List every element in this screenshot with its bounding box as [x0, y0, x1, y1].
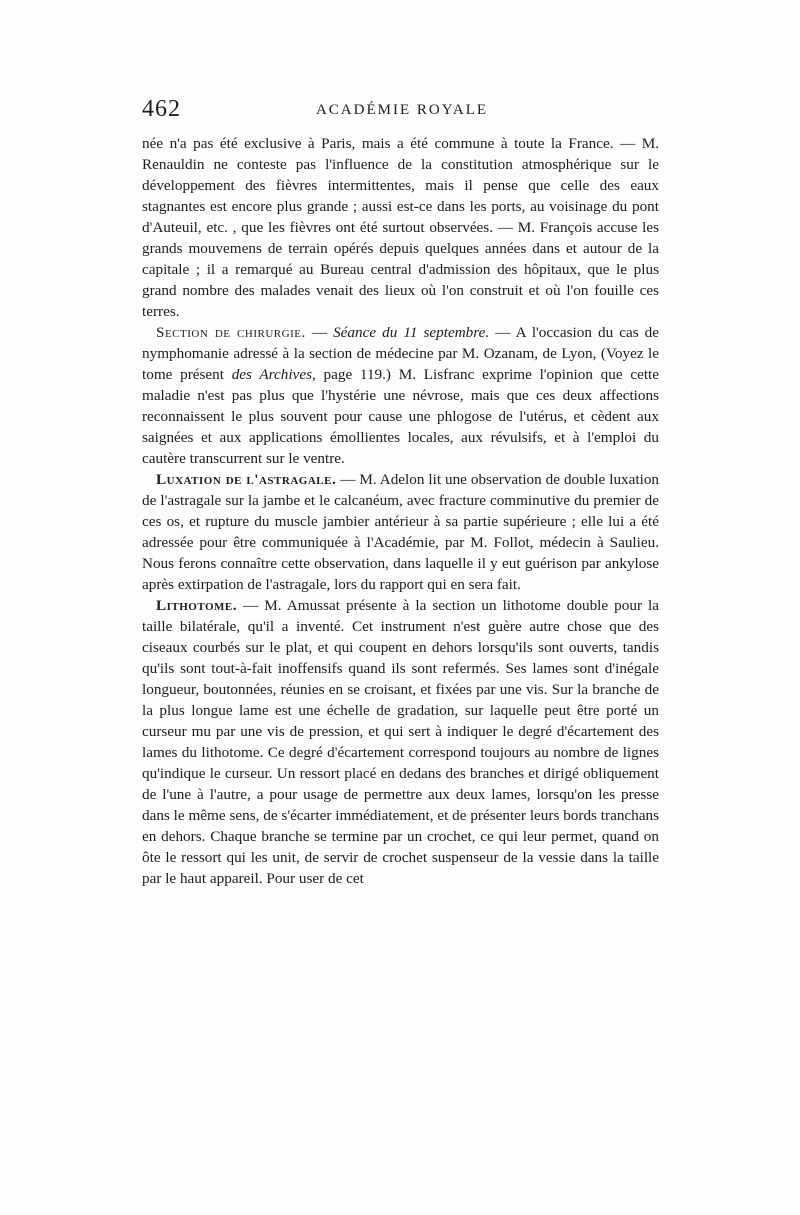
- paragraph-text: —: [305, 324, 334, 341]
- page-header: [142, 96, 662, 126]
- page-number: 462: [142, 96, 181, 122]
- section-heading: Section de chirurgie.: [156, 324, 306, 341]
- journal-title: des Archives: [231, 366, 312, 383]
- paragraph-text: — A l'occasion du cas de nymphomanie adressé à la section de médecine par M. Ozanam, de Lyon, (Voyez le tome présent: [142, 324, 660, 383]
- paragraph-text: — M. Adelon lit une observation de double luxation de l'astragale sur la jambe et le calcanéum, avec fracture comminutive du premier de ces os, et rupture du muscle jambier antérieur à sa partie supérieure ; elle lui a été adressée pour être communiquée à l'Académie, par M. Follot, médecin à Saulieu. Nous ferons connaître cette observation, dans laquelle il y eut guérison par ankylose après extirpation de l'astragale, lors du rapport qui en sera fait.: [142, 471, 660, 593]
- paragraph-text: , page 119.) M. Lisfranc exprime l'opinion que cette maladie n'est pas plus que l'hystérie une névrose, mais que ces deux affections reconnaissent le plus souvent pour cause une phlogose de l'utérus, et cèdent aux saignées et aux applications émollientes locales, aux révulsifs, et à l'emploi du cautère transcurrent sur le ventre.: [142, 366, 659, 467]
- paragraph-text: — M. Amussat présente à la section un lithotome double pour la taille bilatérale, qu'il a inventé. Cet instrument n'est guère autre chose que des ciseaux courbés sur le plat, et qui coupent en dehors lorsqu'ils sont ouverts, tandis qu'ils sont tout-à-fait inoffensifs quand ils sont refermés. Ses lames sont d'inégale longueur, boutonnées, réunies en se croisant, et fixées par une vis. Sur la branche de la plus longue lame est une échelle de gradation, sur laquelle peut être porté un curseur mu par une vis de pression, et qui sert à indiquer le degré d'écartement des lames du lithotome. Ce degré d'écartement correspond toujours au nombre de lignes qu'indique le curseur. Un ressort placé en dedans des branches et dirigé obliquement de l'une à l'autre, a pour usage de permettre aux deux lames, lorsqu'on les presse dans le même sens, de s'écarter immédiatement, et de présenter leurs bords tranchans en dehors. Chaque branche se termine par un crochet, ce qui leur permet, quand on ôte le ressort qui les unit, de servir de crochet suspenseur de la vessie dans la taille par le haut appareil. Pour user de cet: [142, 597, 659, 887]
- paragraph-surgery-section: [142, 322, 659, 469]
- body-text: [142, 133, 659, 889]
- paragraph-astragalus: [142, 469, 659, 595]
- session-date: Séance du 11 septembre.: [333, 324, 490, 341]
- section-heading: Luxation de l'astragale.: [156, 471, 337, 488]
- paragraph-text: née n'a pas été exclusive à Paris, mais a été commune à toute la France. — M. Renauldin ne conteste pas l'influence de la constitution atmosphérique sur le développement des fièvres intermittentes, mais il pense que celle des eaux stagnantes est encore plus grande ; aussi est-ce dans les ports, au voisinage du pont d'Auteuil, etc. , que les fièvres ont été surtout observées. — M. François accuse les grands mouvemens de terrain opérés depuis quelques années dans et autour de la capitale ; il a remarqué au Bureau central d'admission des hôpitaux, que le plus grand nombre des malades venait des lieux où l'on construit et où l'on fouille ces terres.: [142, 135, 659, 320]
- paragraph-fevers: [142, 133, 659, 322]
- running-head: ACADÉMIE ROYALE: [315, 102, 489, 118]
- paragraph-lithotome: [142, 595, 659, 889]
- section-heading: Lithotome.: [156, 597, 238, 614]
